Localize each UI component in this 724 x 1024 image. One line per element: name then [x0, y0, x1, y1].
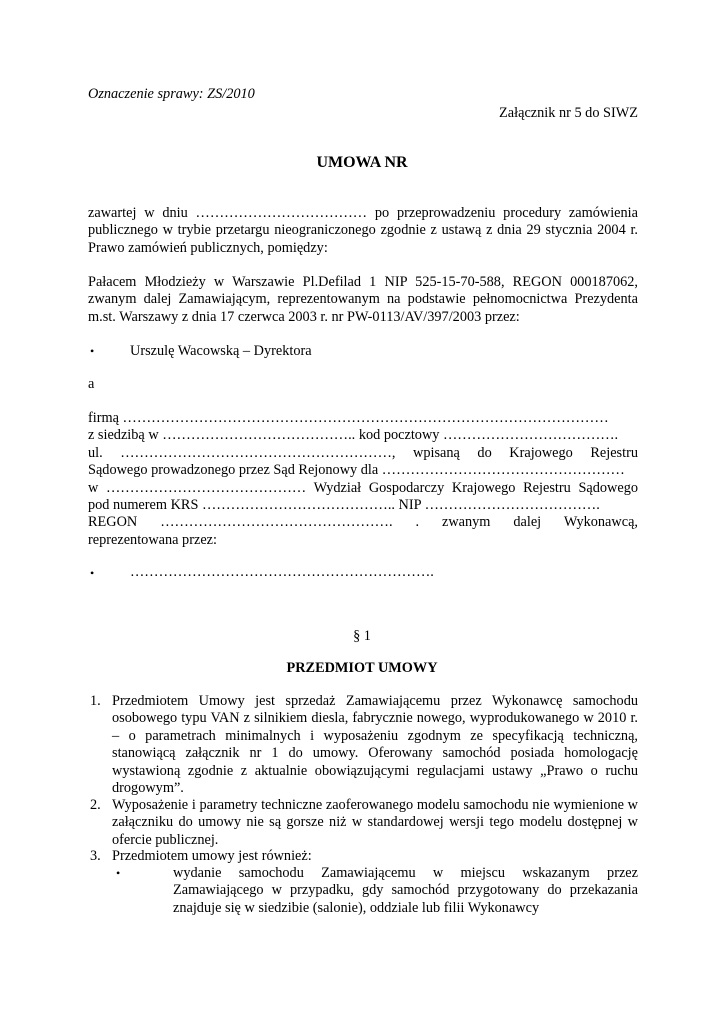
party2-line: reprezentowana przez: — [88, 531, 217, 548]
party2-line: pod numerem KRS ………………………………….. NIP ………………………………. — [88, 497, 600, 514]
item-number: 1. — [90, 693, 101, 709]
party2-line: firmą ………………………………………………………………………………………… — [88, 410, 609, 426]
attachment-label: Załącznik nr 5 do SIWZ — [499, 105, 638, 121]
bullet-icon: • — [90, 566, 95, 580]
sub-bullet — [173, 865, 638, 917]
item-2 — [112, 797, 638, 849]
party1-paragraph — [88, 274, 638, 326]
case-mark: Oznaczenie sprawy: ZS/2010 — [88, 86, 255, 102]
item-1 — [112, 693, 638, 797]
item-1-text: Przedmiotem Umowy jest sprzedaż Zamawiającemu przez Wykonawcę samochodu osobowego typu VAN z silnikiem diesla, fabrycznie nowego, wyprodukowanego w 2010 r. – o parametrach minimalnych i wyposażeniu zgodnym ze specyfikacją techniczną, stanowiącą załącznik nr 1 do umowy. Oferowany samochód posiada homologację wystawioną zgodnie z aktualnie obowiązującymi regulacjami ustawy „Prawo o ruchu drogowym”. — [112, 693, 638, 797]
section-number: § 1 — [353, 628, 371, 644]
item-number: 3. — [90, 848, 101, 864]
representative1: Urszulę Wacowską – Dyrektora — [130, 343, 312, 359]
item-2-text: Wyposażenie i parametry techniczne zaoferowanego modelu samochodu nie wymienione w załączniku do umowy nie są gorsze niż w standardowej wersji tego modelu dostępnej w ofercie publicznej. — [112, 797, 638, 848]
representative2: ………………………………………………………. — [130, 564, 434, 580]
section-heading: PRZEDMIOT UMOWY — [286, 660, 438, 676]
party2-block — [88, 410, 638, 549]
intro-text: zawartej w dniu ……………………………… po przeprowadzeniu procedury zamówienia publicznego w trybie przetargu nieograniczonego zgodnie z ustawą z dnia 29 stycznia 2004 r. Prawo zamówień publicznych, pomiędzy: — [88, 205, 638, 256]
party1-text: Pałacem Młodzieży w Warszawie Pl.Defilad 1 NIP 525-15-70-588, REGON 000187062, zwanym dalej Zamawiającym, reprezentowanym na podstawie pełnomocnictwa Prezydenta m.st. Warszawy z dnia 17 czerwca 2003 r. nr PW-0113/AV/397/2003 przez: — [88, 274, 638, 325]
party2-line: Sądowego prowadzonego przez Sąd Rejonowy dla …………………………………………… — [88, 462, 625, 479]
party2-line: z siedzibą w ………………………………….. kod pocztowy ………………………………. — [88, 427, 619, 444]
bullet-icon: • — [90, 344, 95, 358]
conjunction: a — [88, 376, 95, 392]
sub-bullet-text: wydanie samochodu Zamawiającemu w miejscu wskazanym przez Zamawiającego w przypadku, gdy samochód przygotowany do przekazania znajduje się w siedzibie (salonie), oddziale lub filii Wykonawcy — [173, 865, 638, 916]
party2-line: w …………………………………… Wydział Gospodarczy Krajowego Rejestru Sądowego — [88, 479, 638, 496]
party2-line: ul. …………………………………………………, wpisaną do Krajowego Rejestru — [88, 444, 638, 461]
item-number: 2. — [90, 797, 101, 813]
intro-paragraph — [88, 205, 638, 257]
item-3-text: Przedmiotem umowy jest również: — [112, 848, 312, 864]
party2-line: REGON …………………………………………. . zwanym dalej Wykonawcą, — [88, 514, 638, 531]
document-title: UMOWA NR — [316, 154, 408, 171]
bullet-icon: • — [116, 866, 121, 880]
